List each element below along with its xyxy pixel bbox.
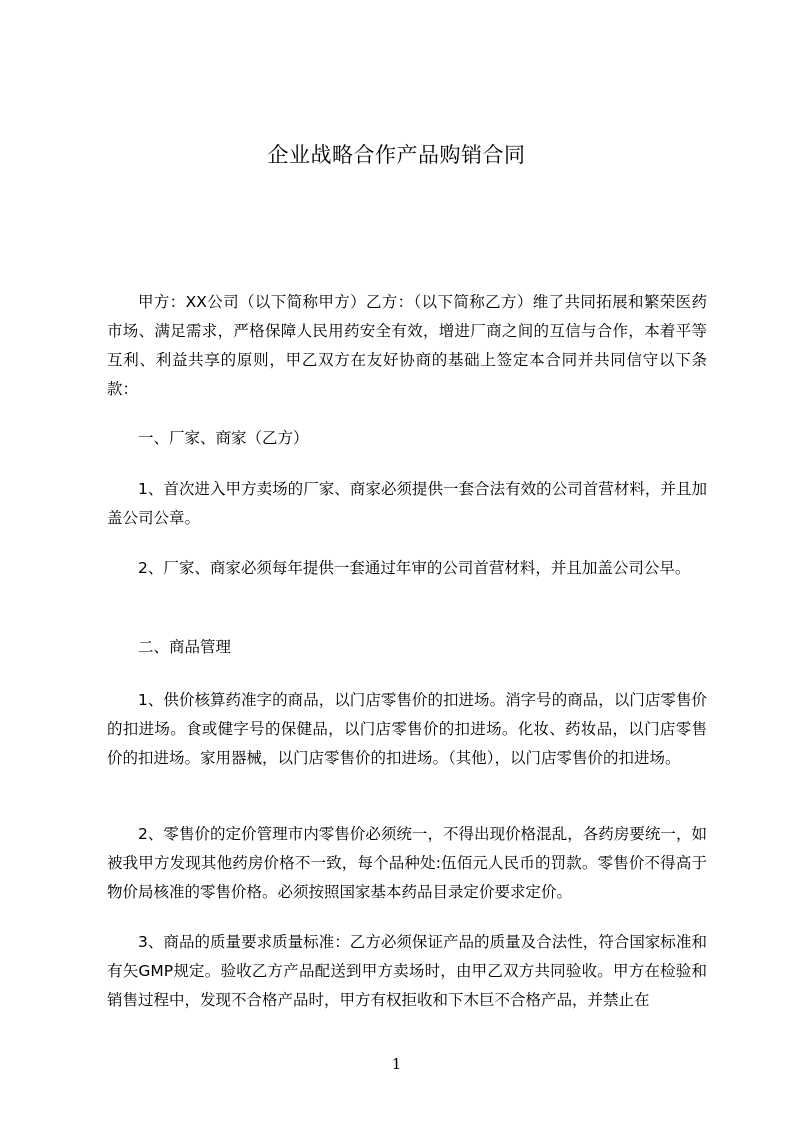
clause-2-1: 1、供价核算药准字的商品，以门店零售价的扣进场。消字号的商品，以门店零售价的扣进场。食或健字号的保健品，以门店零售价的扣进场。化妆、药妆品，以门店零售价的扣进场。家用器械，以门店零售价的扣进场。（其他），以门店零售价的扣进场。 [107, 691, 707, 767]
page-number: 1 [391, 1055, 402, 1073]
clause-2-3: 3、商品的质量要求质量标准：乙方必须保证产品的质量及合法性，符合国家标准和有矢GMP规定。验收乙方产品配送到甲方卖场时，由甲乙双方共同验收。甲方在检验和销售过程中，发现不合格产品时，甲方有权拒收和下木巨不合格产品，并禁止在 [107, 933, 707, 1009]
document-title: 企业战略合作产品购销合同 [267, 143, 526, 167]
clause-1-1: 1、首次进入甲方卖场的厂家、商家必须提供一套合法有效的公司首营材料，并且加盖公司公章。 [107, 480, 707, 527]
intro-paragraph: 甲方：XX公司（以下简称甲方）乙方：（以下简称乙方）维了共同拓展和繁荣医药市场、满足需求，严格保障人民用药安全有效，增进厂商之间的互信与合作，本着平等互利、利益共享的原则，甲乙双方在友好协商的基础上签定本合同并共同信守以下条款： [107, 293, 707, 398]
section-heading-goods-management: 二、商品管理 [138, 638, 232, 656]
clause-1-2: 2、厂家、商家必须每年提供一套通过年审的公司首营材料，并且加盖公司公早。 [138, 559, 691, 577]
clause-2-2: 2、零售价的定价管理市内零售价必须统一，不得出现价格混乱，各药房要统一，如被我甲方发现其他药房价格不一致，每个品种处:伍佰元人民币的罚款。零售价不得高于物价局核准的零售价格。必须按照国家基本药品目录定价要求定价。 [107, 825, 707, 901]
section-heading-manufacturers: 一、厂家、商家（乙方） [138, 429, 309, 447]
